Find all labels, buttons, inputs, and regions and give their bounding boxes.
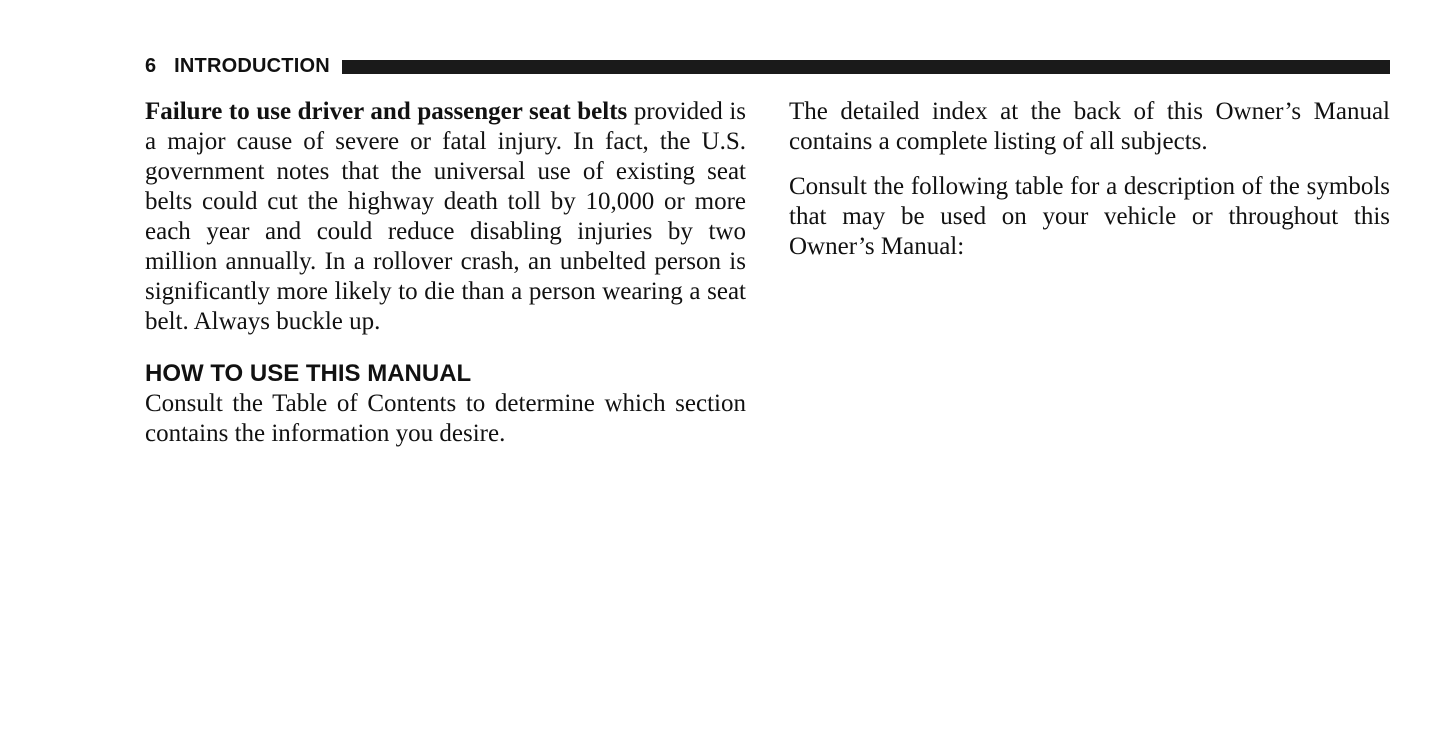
left-column	[145, 97, 746, 449]
seat-belt-body: provided is a major cause of severe or fatal injury. In fact, the U.S. government notes that the universal use of existing seat belts could cut the highway death toll by 10,000 or more each year and could reduce disabling injuries by two million annually. In a rollover crash, an unbelted person is significantly more likely to die than a person wearing a seat belt. Always buckle up.	[145, 98, 746, 335]
right-column	[789, 97, 1390, 262]
index-paragraph: The detailed index at the back of this Owner’s Manual contains a complete listing of all subjects.	[789, 98, 1390, 155]
symbols-paragraph: Consult the following table for a description of the symbols that may be used on your vehicle or throughout this Owner’s Manual:	[789, 173, 1390, 260]
page-header	[145, 54, 1390, 78]
header-rule	[342, 60, 1390, 74]
page-number: 6	[145, 55, 157, 77]
table-of-contents-paragraph: Consult the Table of Contents to determine which section contains the information you desire.	[145, 390, 746, 447]
seat-belt-lead: Failure to use driver and passenger seat belts	[145, 98, 628, 125]
seat-belt-paragraph	[145, 97, 746, 337]
how-to-use-heading: HOW TO USE THIS MANUAL	[145, 360, 472, 387]
section-title: INTRODUCTION	[174, 55, 330, 77]
